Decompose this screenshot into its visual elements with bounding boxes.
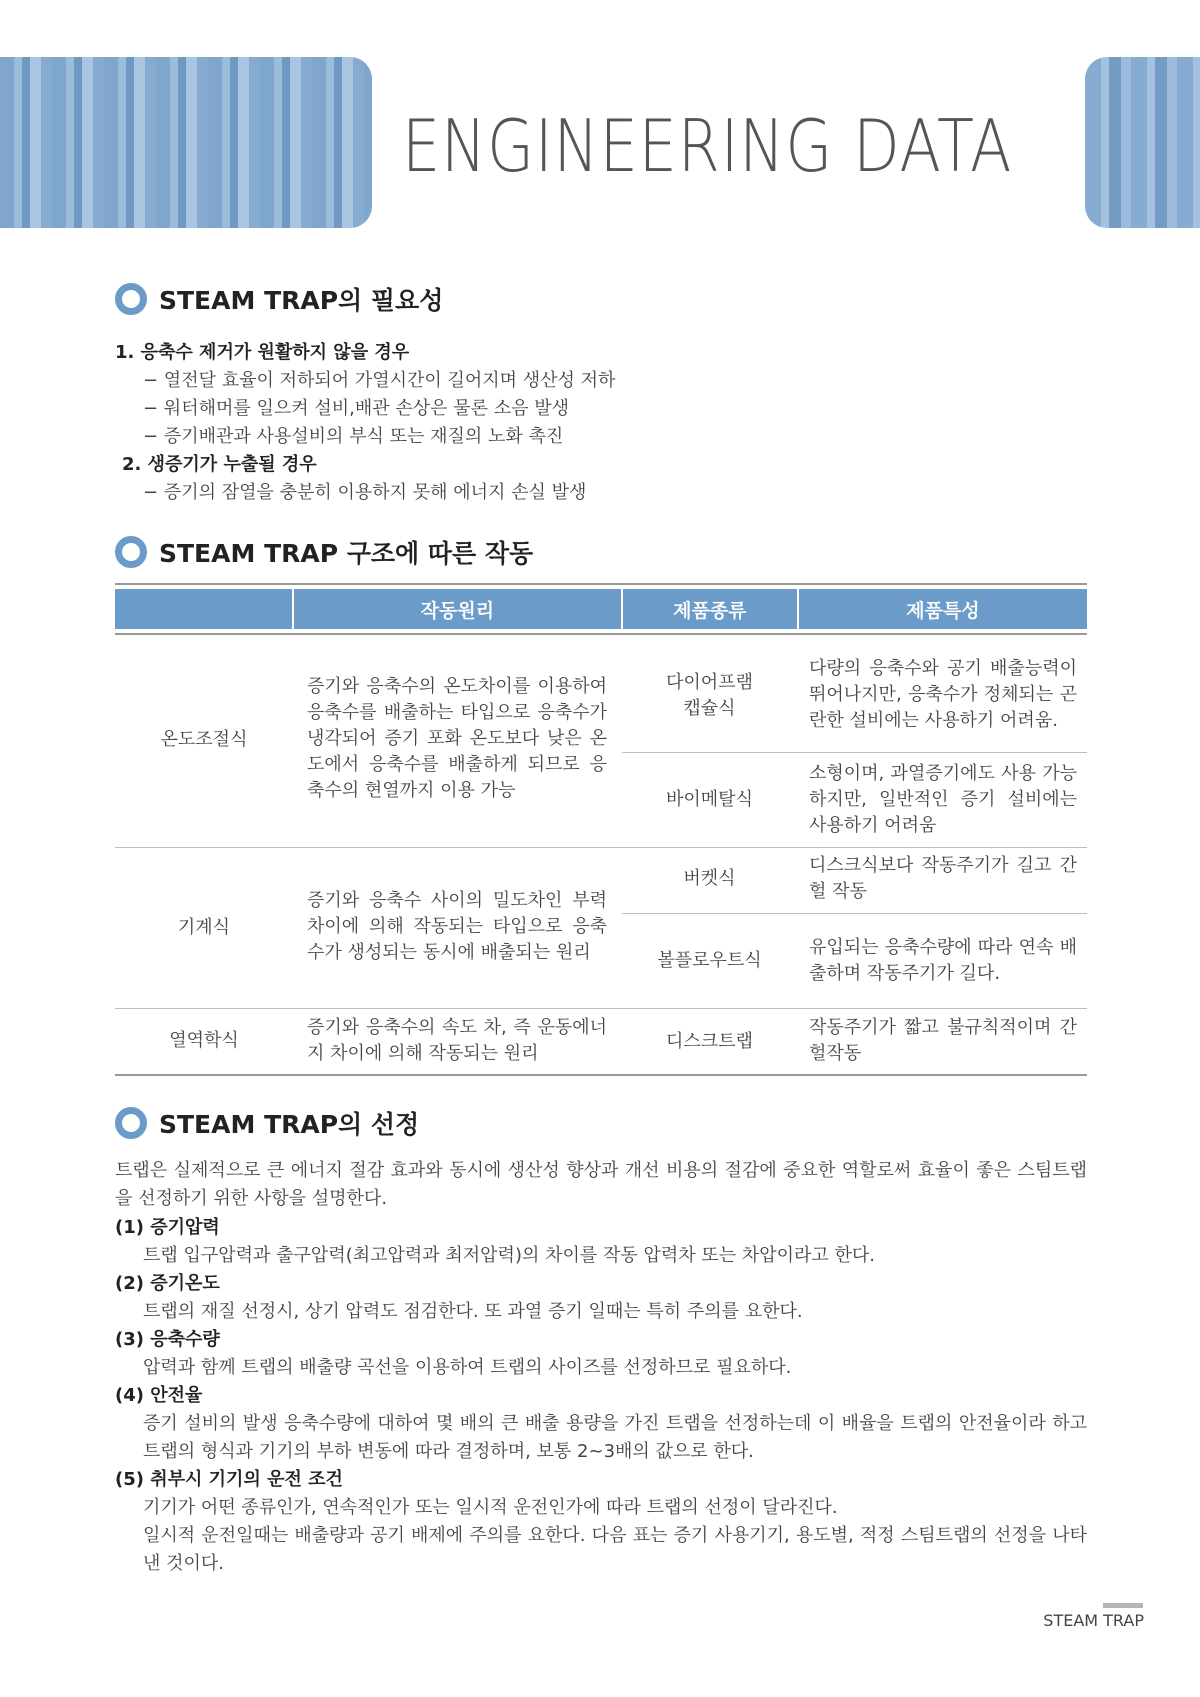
table-cell-product: 바이메탈식 xyxy=(666,789,753,810)
table-cell-principle: 증기와 응축수의 속도 차, 즉 운동에너지 차이에 의해 작동되는 원리 xyxy=(307,1017,607,1064)
table-cell-feature: 디스크식보다 작동주기가 길고 간헐 작동 xyxy=(809,855,1077,902)
selection-item-text: 트랩의 재질 선정시, 상기 압력도 점검한다. 또 과열 증기 일때는 특히 주의를 요한다. xyxy=(143,1301,803,1322)
list-item: − 열전달 효율이 저하되어 가열시간이 길어지며 생산성 저하 xyxy=(143,370,616,391)
table-header xyxy=(115,589,1087,629)
selection-item-heading: (5) 취부시 기기의 운전 조건 xyxy=(115,1469,343,1490)
table-cell-feature: 다량의 응축수와 공기 배출능력이 뛰어나지만, 응축수가 정체되는 곤란한 설비에는 사용하기 어려움. xyxy=(809,658,1077,731)
table-cell-principle: 증기와 응축수의 온도차이를 이용하여 응축수를 배출하는 타입으로 응축수가 냉각되어 증기 포화 온도보다 낮은 온도에서 응축수를 배출하게 되므로 응축수의 현열까지 이용 가능 xyxy=(307,676,607,801)
selection-item-text: 트랩 입구압력과 출구압력(최고압력과 최저압력)의 차이를 작동 압력차 또는 차압이라고 한다. xyxy=(143,1245,876,1266)
selection-item-text: 증기 설비의 발생 응축수량에 대하여 몇 배의 큰 배출 용량을 가진 트랩을 선정하는데 이 배율을 트랩의 안전율이라 하고 트랩의 형식과 기기의 부하 변동에 따라 결정하며, 보통 2~3배의 값으로 한다. xyxy=(143,1413,1087,1462)
header-stripe-left xyxy=(0,57,372,228)
list-item: − 증기배관과 사용설비의 부식 또는 재질의 노화 촉진 xyxy=(143,426,564,447)
table-cell-product: 디스크트랩 xyxy=(666,1031,753,1052)
table-bottom-rule xyxy=(115,1074,1087,1076)
table-group-divider xyxy=(115,1008,1087,1009)
page-title: ENGINEERING DATA xyxy=(402,104,1013,188)
table-top-rule xyxy=(115,583,1087,585)
section-heading-selection xyxy=(115,1103,419,1143)
list-item: − 증기의 잠열을 충분히 이용하지 못해 에너지 손실 발생 xyxy=(143,482,587,503)
section-title: STEAM TRAP 구조에 따른 작동 xyxy=(159,539,534,568)
header-stripe-right xyxy=(1085,57,1200,228)
selection-item-heading: (1) 증기압력 xyxy=(115,1217,220,1238)
footer-bar xyxy=(1103,1603,1143,1608)
bullet-circle-icon xyxy=(115,1107,147,1139)
bullet-circle-icon xyxy=(115,536,147,568)
table-row-divider xyxy=(622,752,1087,753)
section-heading-necessity xyxy=(115,279,443,319)
table-header-cell: 제품특성 xyxy=(797,589,1087,629)
table-cell-feature: 소형이며, 과열증기에도 사용 가능하지만, 일반적인 증기 설비에는 사용하기 어려움 xyxy=(809,763,1077,836)
table-cell-type: 온도조절식 xyxy=(160,729,248,750)
table-cell-product: 버켓식 xyxy=(683,868,736,889)
selection-item-heading: (3) 응축수량 xyxy=(115,1329,220,1350)
list-item-heading: 1. 응축수 제거가 원활하지 않을 경우 xyxy=(115,342,410,363)
table-cell-product: 다이어프램 캡슐식 xyxy=(666,672,753,719)
table-row-divider xyxy=(622,913,1087,914)
section-title: STEAM TRAP의 선정 xyxy=(159,1110,420,1139)
table-cell-type: 열역학식 xyxy=(169,1030,239,1051)
selection-item-heading: (4) 안전율 xyxy=(115,1385,203,1406)
table-header-cell: 작동원리 xyxy=(292,589,621,629)
table-group-divider xyxy=(115,847,1087,848)
table-cell-product: 볼플로우트식 xyxy=(657,950,762,971)
bullet-circle-icon xyxy=(115,283,147,315)
list-item: − 워터해머를 일으켜 설비,배관 손상은 물론 소음 발생 xyxy=(143,398,570,419)
table-header-cell: 제품종류 xyxy=(621,589,797,629)
table-cell-feature: 작동주기가 짧고 불규칙적이며 간헐작동 xyxy=(809,1017,1077,1064)
selection-intro: 트랩은 실제적으로 큰 에너지 절감 효과와 동시에 생산성 향상과 개선 비용의 절감에 중요한 역할로써 효율이 좋은 스팀트랩을 선정하기 위한 사항을 설명한다. xyxy=(115,1160,1087,1209)
table-cell-type: 기계식 xyxy=(177,917,231,938)
table-cell-principle: 증기와 응축수 사이의 밀도차인 부력차이에 의해 작동되는 타입으로 응축수가 생성되는 동시에 배출되는 원리 xyxy=(307,890,607,963)
footer-label: STEAM TRAP xyxy=(1043,1611,1144,1630)
selection-item-text: 기기가 어떤 종류인가, 연속적인가 또는 일시적 운전인가에 따라 트랩의 선정이 달라진다. xyxy=(143,1497,838,1518)
section-heading-operation xyxy=(115,532,533,572)
list-item-heading: 2. 생증기가 누출될 경우 xyxy=(122,454,317,475)
selection-item-text: 일시적 운전일때는 배출량과 공기 배제에 주의를 요한다. 다음 표는 증기 사용기기, 용도별, 적정 스팀트랩의 선정을 나타낸 것이다. xyxy=(143,1525,1087,1574)
selection-item-heading: (2) 증기온도 xyxy=(115,1273,220,1294)
section-title: STEAM TRAP의 필요성 xyxy=(159,286,444,315)
table-header-rule xyxy=(115,633,1087,635)
table-cell-feature: 유입되는 응축수량에 따라 연속 배출하며 작동주기가 길다. xyxy=(809,937,1077,984)
table-header-cell xyxy=(115,589,292,629)
selection-item-text: 압력과 함께 트랩의 배출량 곡선을 이용하여 트랩의 사이즈를 선정하므로 필요하다. xyxy=(143,1357,792,1378)
